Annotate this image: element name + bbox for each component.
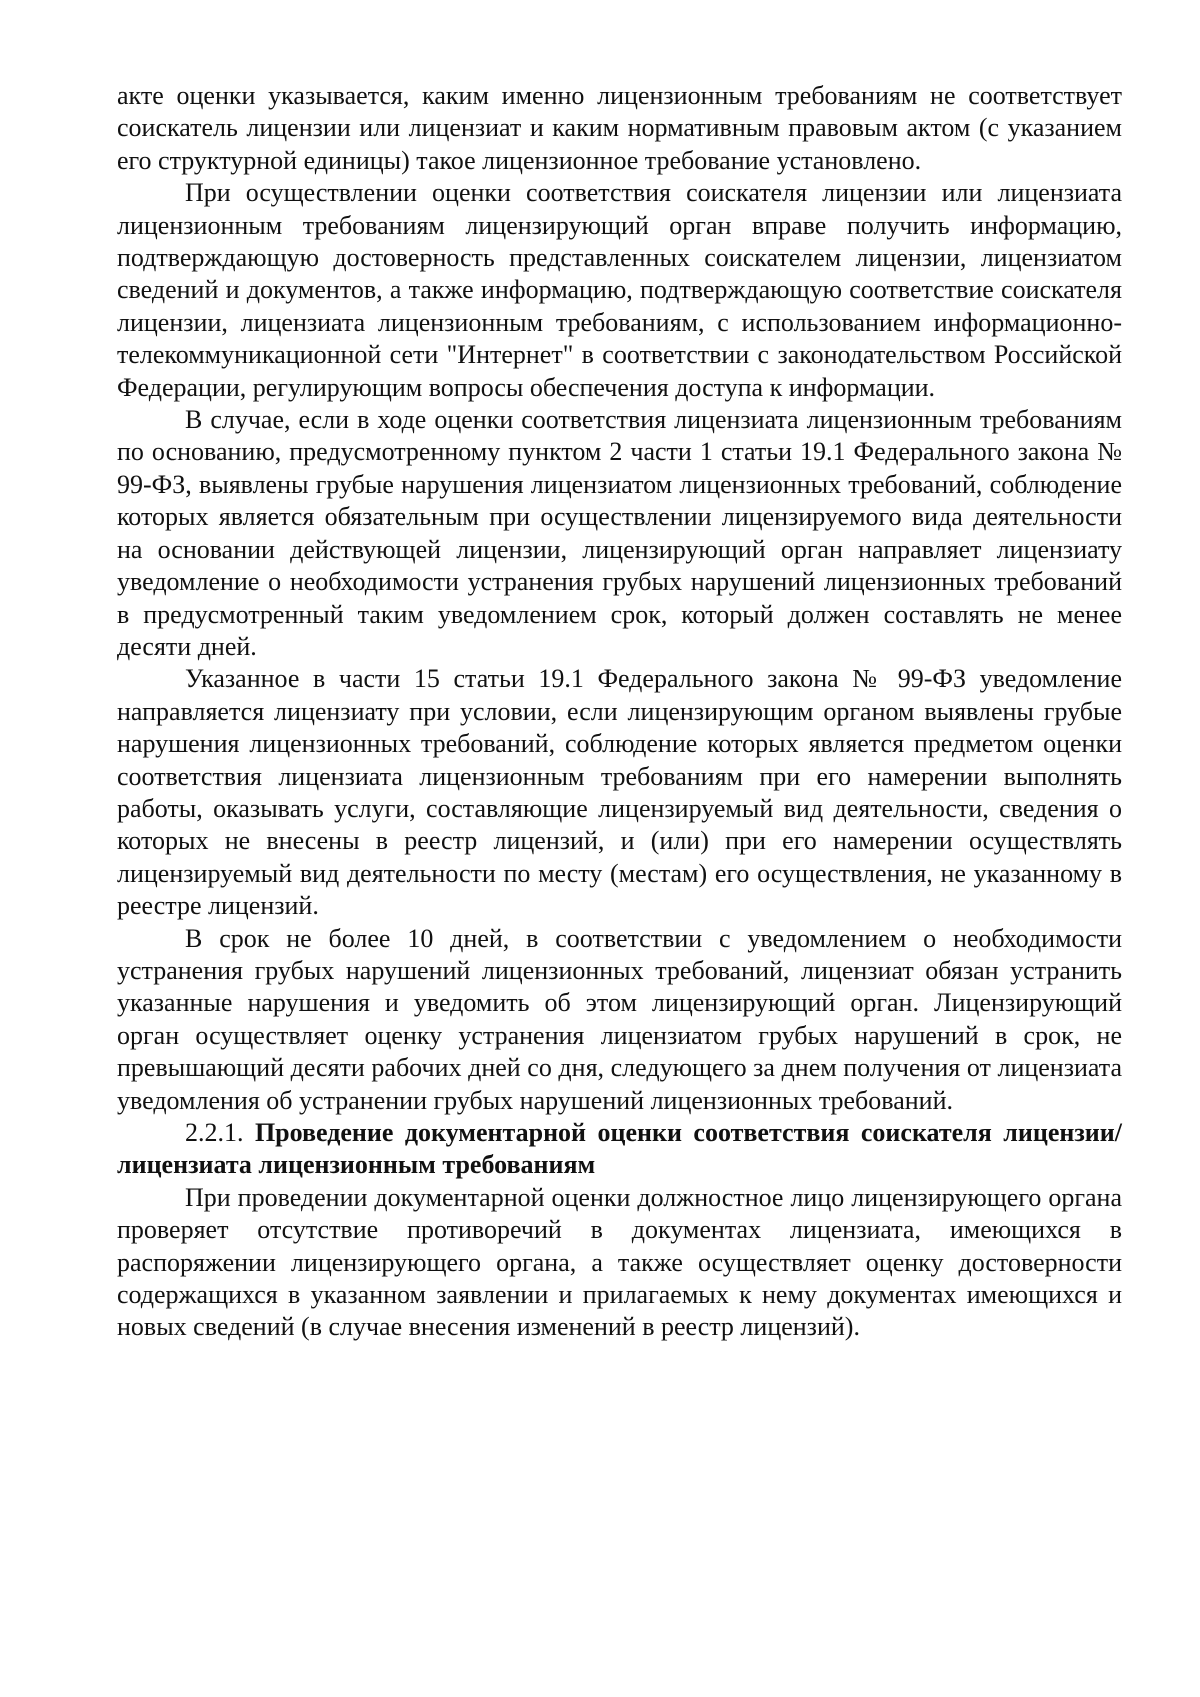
paragraph-documentary-assessment: При проведении документарной оценки должностное лицо лицензирующего органа проверяет отсутствие противоречий в документах лицензиата, имеющихся в распоряжении лицензирующего органа, а также осуществляет оценку достоверности содержащихся в указанном заявлении и прилагаемых к нему документах имеющихся и новых сведений (в случае внесения изменений в реестр лицензий).: [117, 1182, 1122, 1342]
paragraph-deadline: В срок не более 10 дней, в соответствии с уведомлением о необходимости устранения грубых нарушений лицензионных требований, лицензиат обязан устранить указанные нарушения и уведомить об этом лицензирующий орган. Лицензирующий орган осуществляет оценку устранения лицензиатом грубых нарушений в срок, не превышающий десяти рабочих дней со дня, следующего за днем получения от лицензиата уведомления об устранении грубых нарушений лицензионных требований.: [117, 923, 1122, 1115]
paragraph-continuation: акте оценки указывается, каким именно лицензионным требованиям не соответствует соискатель лицензии или лицензиат и каким нормативным правовым актом (с указанием его структурной единицы) такое лицензионное требование установлено.: [117, 81, 1122, 175]
paragraph-notification: Указанное в части 15 статьи 19.1 Федерального закона № 99-ФЗ уведомление направляется лицензиату при условии, если лицензирующим органом выявлены грубые нарушения лицензионных требований, соблюдение которых является предметом оценки соответствия лицензиата лицензионным требованиям при его намерении выполнять работы, оказывать услуги, составляющие лицензируемый вид деятельности, сведения о которых не внесены в реестр лицензий, и (или) при его намерении осуществлять лицензируемый вид деятельности по месту (местам) его осуществления, не указанному в реестре лицензий.: [117, 664, 1122, 921]
document-page: [117, 80, 1122, 1344]
section-heading: [117, 1117, 1122, 1182]
section-title: Проведение документарной оценки соответствия соискателя лицензии/лицензиата лицензионным требованиям: [117, 1118, 1122, 1180]
section-number: 2.2.1.: [185, 1118, 244, 1147]
paragraph-gross-violations: В случае, если в ходе оценки соответствия лицензиата лицензионным требованиям по основанию, предусмотренному пунктом 2 части 1 статьи 19.1 Федерального закона № 99-ФЗ, выявлены грубые нарушения лицензиатом лицензионных требований, соблюдение которых является обязательным при осуществлении лицензируемого вида деятельности на основании действующей лицензии, лицензирующий орган направляет лицензиату уведомление о необходимости устранения грубых нарушений лицензионных требований в предусмотренный таким уведомлением срок, который должен составлять не менее десяти дней.: [117, 405, 1122, 661]
paragraph-information-access: При осуществлении оценки соответствия соискателя лицензии или лицензиата лицензионным требованиям лицензирующий орган вправе получить информацию, подтверждающую достоверность представленных соискателем лицензии, лицензиатом сведений и документов, а также информацию, подтверждающую соответствие соискателя лицензии, лицензиата лицензионным требованиям, с использованием информационно-телекоммуникационной сети "Интернет" в соответствии с законодательством Российской Федерации, регулирующим вопросы обеспечения доступа к информации.: [117, 178, 1122, 402]
